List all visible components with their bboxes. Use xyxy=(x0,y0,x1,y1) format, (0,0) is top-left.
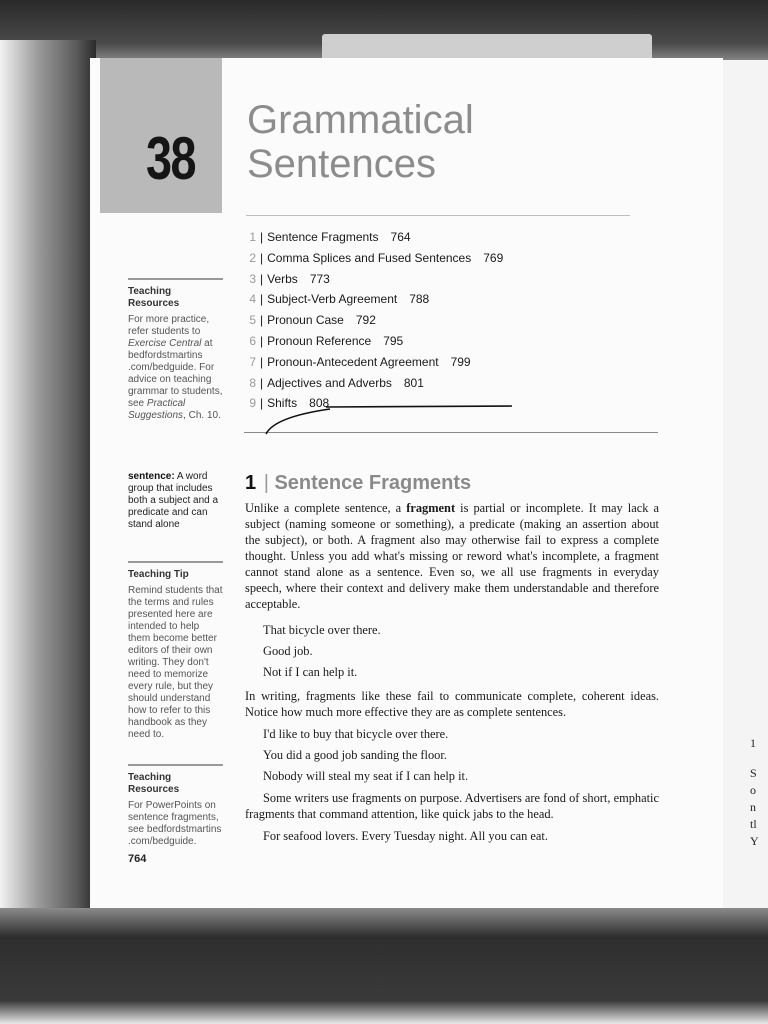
adjacent-page-fragment: o xyxy=(750,783,756,797)
toc-item-bar: | xyxy=(260,230,264,244)
toc-item-title: Sentence Fragments xyxy=(267,230,379,244)
adjacent-page-fragment: Y xyxy=(750,834,759,848)
paragraph-3: Some writers use fragments on purpose. Advertisers are fond of short, emphatic fragments that command attention, like quick jabs to the head. xyxy=(245,791,659,821)
page-number: 764 xyxy=(128,853,147,865)
toc-item-number: 2 xyxy=(249,250,256,265)
sidebar-text-part: , Ch. 10. xyxy=(183,410,221,421)
sidebar-rule xyxy=(128,561,223,563)
toc-item-number: 4 xyxy=(249,292,256,307)
toc-item-number: 1 xyxy=(249,230,256,244)
toc-item-bar: | xyxy=(260,271,264,286)
example-line: Nobody will steal my seat if I can help it. xyxy=(263,769,469,783)
practical-suggestions-title: Practical Suggestions xyxy=(128,398,186,421)
sidebar-text-part: at bedfordstmartins .com/bedguide. For advice on teaching grammar to students, see xyxy=(128,338,223,409)
definition-text: A word group that includes both a subject and a predicate and can stand alone xyxy=(128,471,219,530)
example-line: I'd like to buy that bicycle over there. xyxy=(263,727,449,741)
example-line: Good job. xyxy=(263,644,313,658)
sidebar-heading: Teaching Resources xyxy=(128,286,180,309)
toc-item-title: Subject-Verb Agreement xyxy=(267,292,398,307)
toc-item-title: Shifts xyxy=(267,396,298,411)
toc-item-title: Pronoun-Antecedent Agreement xyxy=(267,354,439,369)
chapter-title-line1: Grammatical xyxy=(247,98,474,142)
example-line: That bicycle over there. xyxy=(263,623,381,637)
toc-item-number: 5 xyxy=(249,313,256,328)
toc-item-number: 9 xyxy=(249,396,256,411)
section-title: Sentence Fragments xyxy=(274,472,472,494)
chapter-title-line2: Sentences xyxy=(247,142,437,186)
example-line: For seafood lovers. Every Tuesday night. All you can eat. xyxy=(263,829,548,843)
toc-item-title: Comma Splices and Fused Sentences xyxy=(267,250,472,265)
toc-item-page: 788 xyxy=(409,292,430,307)
section-bar: | xyxy=(263,472,269,494)
paragraph-2: In writing, fragments like these fail to communicate complete, coherent ideas. Notice how much more effective they are as complete sentences. xyxy=(245,689,659,719)
sidebar-text xyxy=(128,314,223,422)
sidebar-teaching-resources xyxy=(128,278,223,422)
section-heading xyxy=(245,472,471,495)
toc-item-bar: | xyxy=(260,250,264,265)
sidebar-definition xyxy=(128,471,223,531)
adjacent-page-fragment: S xyxy=(750,766,757,780)
toc-item-bar: | xyxy=(260,292,264,307)
sidebar-text: Remind students that the terms and rules presented here are intended to help them become better editors of their own writing. They don't need to memorize every rule, but they should understand how to refer to this handbook as they need to. xyxy=(128,585,223,740)
toc-item-title: Pronoun Reference xyxy=(267,333,372,348)
book-page xyxy=(90,58,723,910)
adjacent-page-strip xyxy=(723,60,768,940)
toc-item-page: 769 xyxy=(483,250,504,265)
toc-item-page: 808 xyxy=(309,396,330,411)
toc-item-bar: | xyxy=(260,396,264,411)
toc-item-title: Adjectives and Adverbs xyxy=(267,375,392,390)
toc-item-page: 764 xyxy=(390,230,411,244)
sidebar-rule xyxy=(128,764,223,766)
sidebar-heading: Teaching Resources xyxy=(128,772,180,795)
definition-term: sentence: xyxy=(128,471,175,482)
toc-item-bar: | xyxy=(260,354,264,369)
toc-item-bar: | xyxy=(260,333,264,348)
section-body xyxy=(245,500,659,844)
adjacent-page-fragment: n xyxy=(750,800,756,814)
sidebar-teaching-resources-2 xyxy=(128,764,223,848)
sidebar-teaching-tip xyxy=(128,561,223,741)
toc-item-page: 792 xyxy=(355,313,376,328)
example-line: You did a good job sanding the floor. xyxy=(263,748,447,762)
toc-item-title: Pronoun Case xyxy=(267,313,344,328)
example-line: Not if I can help it. xyxy=(263,665,358,679)
exercise-central-title: Exercise Central xyxy=(128,338,202,349)
toc-item-bar: | xyxy=(260,375,264,390)
paragraph-1 xyxy=(245,500,659,612)
sidebar-rule xyxy=(128,278,223,280)
sidebar-text: For PowerPoints on sentence fragments, see bedfordstmartins .com/bedguide. xyxy=(128,800,222,847)
toc-item-number: 8 xyxy=(249,375,256,390)
section-number: 1 xyxy=(245,472,257,494)
toc-item-number: 3 xyxy=(249,271,256,286)
toc-item-page: 773 xyxy=(309,271,330,286)
adjacent-page-text xyxy=(750,735,759,850)
paragraph-text: Unlike a complete sentence, a xyxy=(245,501,407,515)
toc-item-bar: | xyxy=(260,313,264,328)
adjacent-page-fragment: tl xyxy=(750,817,757,831)
sidebar-heading: Teaching Tip xyxy=(128,569,189,580)
book-spine-edge xyxy=(0,40,96,940)
term-fragment: fragment xyxy=(406,501,456,515)
toc-item-page: 795 xyxy=(383,333,404,348)
toc-item-number: 7 xyxy=(249,354,256,369)
adjacent-page-fragment: 1 xyxy=(750,736,756,750)
paragraph-text: is partial or incomplete. It may lack a subject (naming someone or something), a predicate (making an assertion about the subject), or both. A fragment also may otherwise fail to express a complete thought. Unless you add what's missing or reword what's incomplete, a fragment cannot stand alone as a sentence. Even so, we all use fragments in everyday speech, where their context and delivery make them understandable and therefore acceptable. xyxy=(245,501,660,611)
toc-item-title: Verbs xyxy=(267,271,298,286)
toc-item-page: 799 xyxy=(450,354,471,369)
sidebar-text-part: For more practice, refer students to xyxy=(128,314,210,337)
toc-item-number: 6 xyxy=(249,333,256,348)
scan-bottom-shadow xyxy=(0,908,768,1024)
toc-item-page: 801 xyxy=(403,375,424,390)
chapter-number: 38 xyxy=(146,125,195,192)
